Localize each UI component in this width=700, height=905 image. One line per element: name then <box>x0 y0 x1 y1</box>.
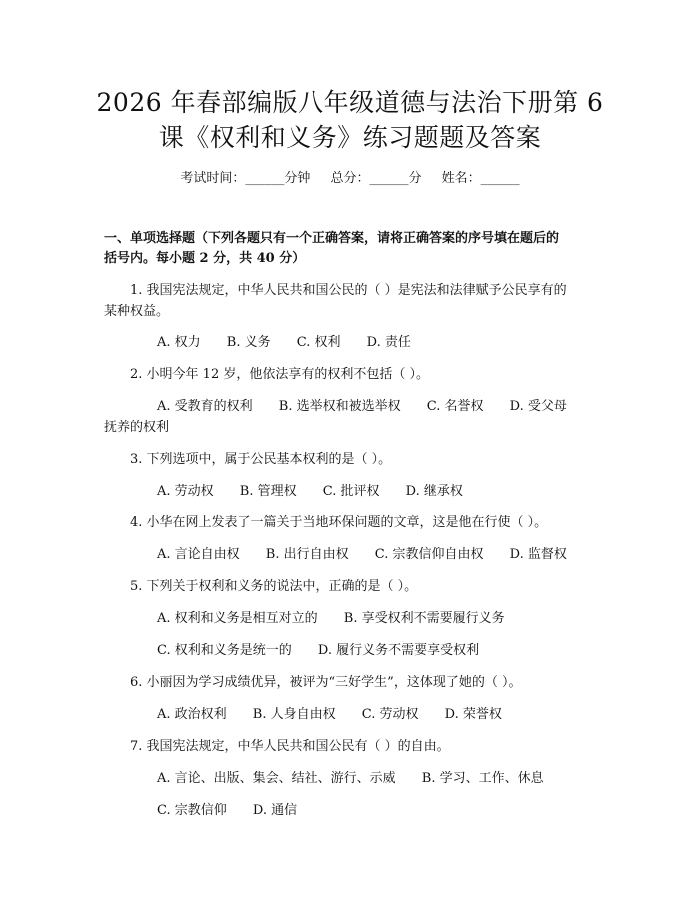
q1-option-a: A. 权力 <box>157 335 201 350</box>
question-4-options <box>157 546 567 564</box>
question-7-stem: 7. 我国宪法规定，中华人民共和国公民有（ ）的自由。 <box>130 739 450 754</box>
document-title-line-2: 课《权利和义务》练习题题及答案 <box>158 123 542 152</box>
question-5-options-row-2 <box>157 642 479 660</box>
exam-time: 考试时间：______分钟 <box>180 171 311 186</box>
q5-option-b: B. 享受权利不需要履行义务 <box>343 611 505 626</box>
document-title-line-1: 2026 年春部编版八年级道德与法治下册第 6 <box>96 88 604 117</box>
q6-option-d: D. 荣誉权 <box>444 707 502 722</box>
question-1-stem: 1. 我国宪法规定，中华人民共和国公民的（ ）是宪法和法律赋予公民享有的 <box>130 283 567 298</box>
exam-name: 姓名：______ <box>441 171 520 186</box>
q1-option-b: B. 义务 <box>226 335 271 350</box>
q5-option-a: A. 权利和义务是相互对立的 <box>157 611 318 626</box>
question-2-options <box>157 398 567 416</box>
q3-option-a: A. 劳动权 <box>157 484 214 499</box>
q3-option-c: C. 批评权 <box>322 484 380 499</box>
question-3-stem: 3. 下列选项中，属于公民基本权利的是（ ）。 <box>130 452 392 467</box>
q2-option-d: D. 受父母 <box>509 399 567 414</box>
q4-option-a: A. 言论自由权 <box>157 547 240 562</box>
section-heading-line-2: 括号内。每小题 2 分，共 40 分） <box>104 251 306 266</box>
q7-option-b: B. 学习、工作、休息 <box>421 771 544 786</box>
q4-option-d: D. 监督权 <box>509 547 567 562</box>
q7-option-d: D. 通信 <box>252 803 298 818</box>
question-7-options-row-2 <box>157 802 297 820</box>
q5-option-c: C. 权利和义务是统一的 <box>157 643 292 658</box>
q2-option-a: A. 受教育的权利 <box>157 399 253 414</box>
q4-option-c: C. 宗教信仰自由权 <box>374 547 484 562</box>
exam-meta <box>0 170 700 188</box>
exam-score: 总分：______分 <box>330 171 422 186</box>
question-5-stem: 5. 下列关于权利和义务的说法中，正确的是（ ）。 <box>130 579 418 594</box>
q4-option-b: B. 出行自由权 <box>265 547 349 562</box>
q7-option-a: A. 言论、出版、集会、结社、游行、示威 <box>157 771 396 786</box>
question-3-options <box>157 483 463 501</box>
q3-option-b: B. 管理权 <box>239 484 297 499</box>
q6-option-b: B. 人身自由权 <box>252 707 336 722</box>
q6-option-a: A. 政治权利 <box>157 707 227 722</box>
question-7-options-row-1 <box>157 770 544 788</box>
question-6-stem: 6. 小丽因为学习成绩优异，被评为“三好学生”，这体现了她的（ ）。 <box>130 675 522 690</box>
question-1-options <box>157 334 411 352</box>
q3-option-d: D. 继承权 <box>405 484 463 499</box>
section-heading-line-1: 一、单项选择题（下列各题只有一个正确答案，请将正确答案的序号填在题后的 <box>104 231 560 246</box>
q2-option-c: C. 名誉权 <box>426 399 484 414</box>
question-6-options <box>157 706 502 724</box>
question-5-options-row-1 <box>157 610 505 628</box>
question-4-stem: 4. 小华在网上发表了一篇关于当地环保问题的文章，这是他在行使（ ）。 <box>130 515 548 530</box>
q1-option-d: D. 责任 <box>366 335 411 350</box>
q5-option-d: D. 履行义务不需要享受权利 <box>317 643 480 658</box>
question-2-options-cont: 抚养的权利 <box>104 420 170 435</box>
question-2-stem: 2. 小明今年 12 岁，他依法享有的权利不包括（ ）。 <box>130 367 429 382</box>
question-1-stem-cont: 某种权益。 <box>104 304 170 319</box>
q7-option-c: C. 宗教信仰 <box>157 803 227 818</box>
q2-option-b: B. 选举权和被选举权 <box>278 399 401 414</box>
q6-option-c: C. 劳动权 <box>361 707 419 722</box>
q1-option-c: C. 权利 <box>296 335 341 350</box>
